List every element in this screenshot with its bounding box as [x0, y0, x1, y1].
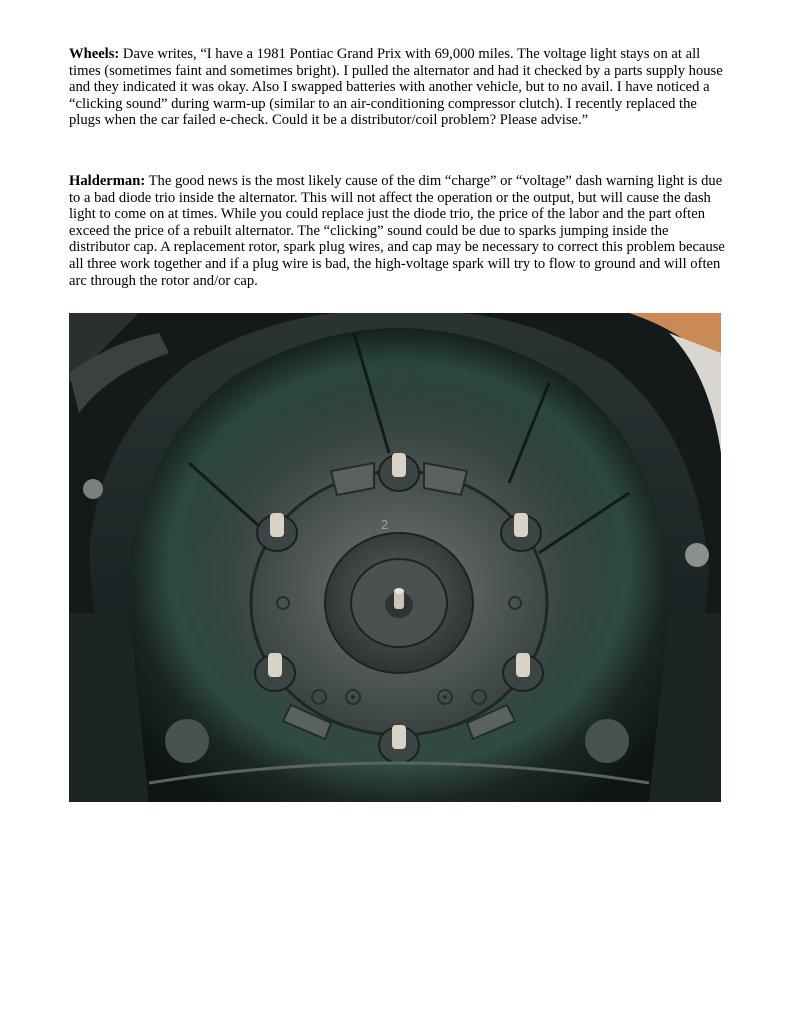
question-paragraph — [69, 46, 729, 129]
answer-text: The good news is the most likely cause of the dim “charge” or “voltage” dash warning light is due to a bad diode trio inside the alternator. This will not affect the operation or the output, but will cause the dash light to come on at times. While you could replace just the diode trio, the price of the labor and the part often exceed the price of a rebuilt alternator. The “clicking” sound could be due to sparks jumping inside the distributor cap. A replacement rotor, spark plug wires, and cap may be necessary to correct this problem because all three work together and if a plug wire is bad, the high-voltage spark will try to flow to ground and will often arc through the rotor and/or cap. — [69, 173, 725, 289]
answer-paragraph — [69, 173, 729, 289]
distributor-cap-photo — [69, 313, 721, 802]
question-text: Dave writes, “I have a 1981 Pontiac Grand Prix with 69,000 miles. The voltage light stays on at all times (sometimes faint and sometimes bright). I pulled the alternator and had it checked by a parts supply house and they indicated it was okay. Also I swapped batteries with another vehicle, but to no avail. I have noticed a “clicking sound” during warm-up (similar to an air-conditioning compressor clutch). I recently replaced the plugs when the car failed e-check. Could it be a distributor/coil problem? Please advise.” — [69, 46, 723, 129]
terminal-number-label: 2 — [381, 517, 389, 532]
speaker-label: Halderman: — [69, 173, 146, 189]
speaker-label: Wheels: — [69, 46, 120, 62]
